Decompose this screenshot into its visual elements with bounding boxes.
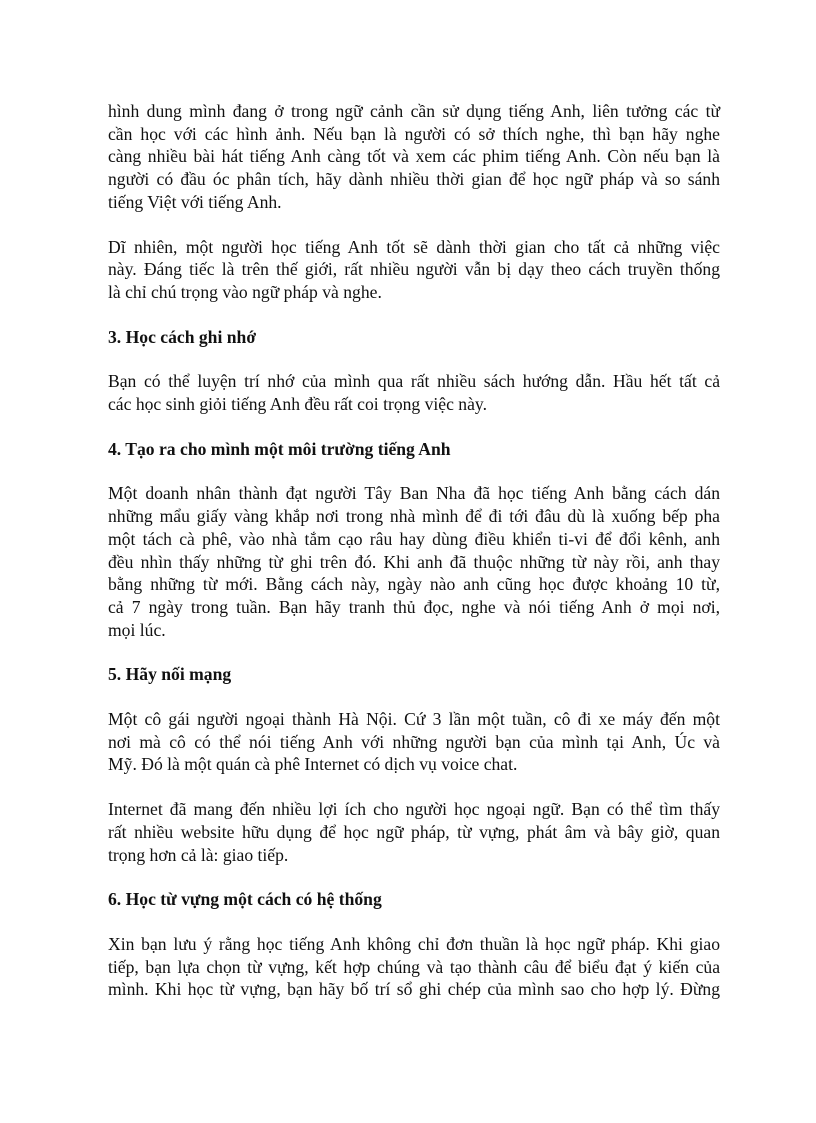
text-line: nơi mà cô có thể nói tiếng Anh với những người bạn của mình tại Anh, Úc và xyxy=(108,731,720,752)
text-line: Bạn có thể luyện trí nhớ của mình qua rất nhiều sách hướng dẫn. Hầu hết tất cả xyxy=(108,371,720,392)
block-gap xyxy=(108,911,720,933)
text-line: Một doanh nhân thành đạt người Tây Ban Nha đã học tiếng Anh bằng cách dán xyxy=(108,483,720,504)
text-line: bằng những từ mới. Bằng cách này, ngày nào anh cũng học được khoảng 10 từ, xyxy=(108,574,720,595)
section-heading: 4. Tạo ra cho mình một môi trường tiếng Anh xyxy=(108,438,451,459)
text-line: một tách cà phê, vào nhà tắm cạo râu hay dùng điều khiển ti-vi để đổi kênh, anh xyxy=(108,528,720,549)
section-heading: 5. Hãy nối mạng xyxy=(108,664,232,685)
text-line: các học sinh giỏi tiếng Anh đều rất coi trọng việc này. xyxy=(108,394,487,415)
text-line: cần học với các hình ảnh. Nếu bạn là người có sở thích nghe, thì bạn hãy nghe xyxy=(108,123,720,144)
text-line: tiếp, bạn lựa chọn từ vựng, kết hợp chúng và tạo thành câu để biểu đạt ý kiến của xyxy=(108,956,720,977)
text-line: mình. Khi học từ vựng, bạn hãy bố trí sổ ghi chép của mình sao cho hợp lý. Đừng xyxy=(108,979,720,1000)
text-line: những mẩu giấy vàng khắp nơi trong nhà mình để đi tới đâu dù là xuống bếp pha xyxy=(108,506,720,527)
paragraph xyxy=(108,236,720,304)
paragraph xyxy=(108,100,720,214)
text-line: Dĩ nhiên, một người học tiếng Anh tốt sẽ dành thời gian cho tất cả những việc xyxy=(108,236,720,257)
block-gap xyxy=(108,460,720,482)
text-line: là chỉ chú trọng vào ngữ pháp và nghe. xyxy=(108,281,382,302)
section-heading: 6. Học từ vựng một cách có hệ thống xyxy=(108,889,382,910)
block-gap xyxy=(108,416,720,438)
text-line: rất nhiều website hữu dụng để học ngữ pháp, từ vựng, phát âm và bây giờ, quan xyxy=(108,821,720,842)
block-gap xyxy=(108,214,720,236)
block-gap xyxy=(108,304,720,326)
text-line: Xin bạn lưu ý rằng học tiếng Anh không chỉ đơn thuần là học ngữ pháp. Khi giao xyxy=(108,933,720,954)
text-line: này. Đáng tiếc là trên thế giới, rất nhiều người vẫn bị dạy theo cách truyền thống xyxy=(108,259,720,280)
paragraph xyxy=(108,708,720,776)
text-line: Một cô gái người ngoại thành Hà Nội. Cứ 3 lần một tuần, cô đi xe máy đến một xyxy=(108,709,720,730)
text-line: Internet đã mang đến nhiều lợi ích cho người học ngoại ngữ. Bạn có thể tìm thấy xyxy=(108,799,720,820)
text-line: hình dung mình đang ở trong ngữ cảnh cần sử dụng tiếng Anh, liên tưởng các từ xyxy=(108,101,720,121)
block-gap xyxy=(108,866,720,888)
text-line: cả 7 ngày trong tuần. Bạn hãy tranh thủ đọc, nghe và nói tiếng Anh ở mọi nơi, xyxy=(108,596,720,617)
paragraph xyxy=(108,798,720,866)
block-gap xyxy=(108,776,720,798)
paragraph xyxy=(108,933,720,1001)
text-line: tiếng Việt với tiếng Anh. xyxy=(108,191,282,212)
text-line: Mỹ. Đó là một quán cà phê Internet có dịch vụ voice chat. xyxy=(108,754,518,775)
section-heading: 3. Học cách ghi nhớ xyxy=(108,326,257,347)
text-line: người có đầu óc phân tích, hãy dành nhiều thời gian để học ngữ pháp và so sánh xyxy=(108,169,720,190)
text-line: càng nhiều bài hát tiếng Anh càng tốt và xem các phim tiếng Anh. Còn nếu bạn là xyxy=(108,146,720,167)
block-gap xyxy=(108,641,720,663)
text-line: đều nhìn thấy những từ ghi trên đó. Khi anh đã thuộc những từ này rồi, anh thay xyxy=(108,551,720,572)
paragraph xyxy=(108,370,720,415)
document-body xyxy=(108,100,720,1001)
paragraph xyxy=(108,482,720,641)
block-gap xyxy=(108,348,720,370)
text-line: mọi lúc. xyxy=(108,619,166,640)
block-gap xyxy=(108,686,720,708)
text-line: trọng hơn cả là: giao tiếp. xyxy=(108,844,289,865)
